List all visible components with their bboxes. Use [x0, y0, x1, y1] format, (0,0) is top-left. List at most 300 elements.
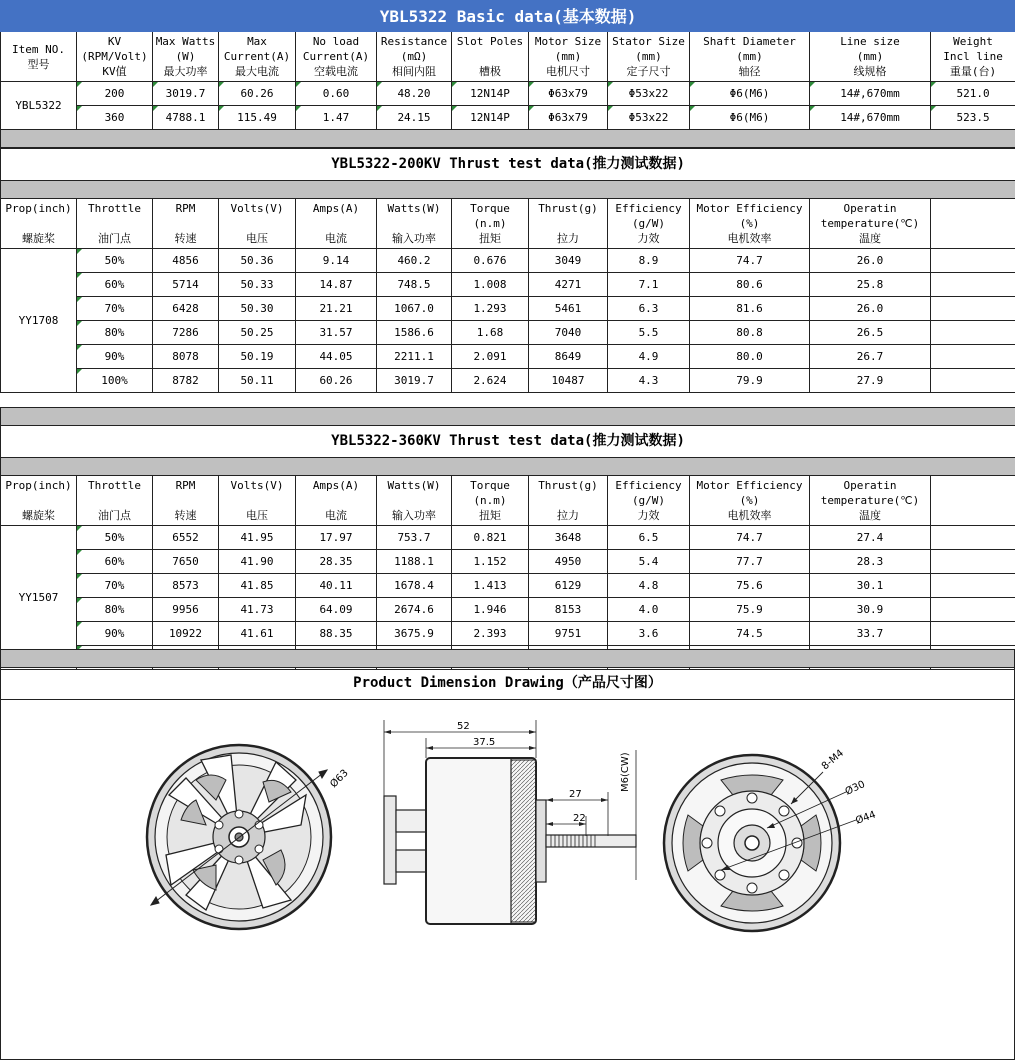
thrust-cell: 21.21 — [296, 297, 377, 321]
thrust-cell: 6552 — [153, 526, 219, 550]
thrust-data-row — [1, 622, 1015, 646]
prop-model: YY1708 — [1, 249, 77, 393]
thrust-cell: 41.61 — [219, 622, 296, 646]
thrust-cell: 50.33 — [219, 273, 296, 297]
column-header — [377, 32, 452, 82]
thrust-cell: 3049 — [529, 249, 608, 273]
column-header-line: Throttle — [88, 202, 141, 215]
thrust-cell: 7.1 — [608, 273, 690, 297]
column-header — [690, 199, 810, 249]
thrust-cell: 3675.9 — [377, 622, 452, 646]
column-header-line: 温度 — [859, 509, 881, 522]
column-header-line: Efficiency — [615, 479, 682, 492]
column-header-line: Torque — [470, 202, 510, 215]
thrust-cell: 2211.1 — [377, 345, 452, 369]
column-header-line: Shaft Diameter — [703, 35, 796, 48]
basic-cell: Φ53x22 — [608, 82, 690, 106]
thrust-cell: 77.7 — [690, 550, 810, 574]
dimension-header — [0, 649, 1015, 700]
column-header-line: RPM — [175, 479, 196, 492]
thrust-cell: 2.624 — [452, 369, 529, 393]
column-header-line: 电机尺寸 — [546, 65, 590, 78]
thrust-cell: 753.7 — [377, 526, 452, 550]
thrust-data-row — [1, 598, 1015, 622]
column-header — [608, 32, 690, 82]
thrust-cell: 1.68 — [452, 321, 529, 345]
column-header-line: (mm) — [554, 50, 582, 63]
thrust-cell: 460.2 — [377, 249, 452, 273]
thrust-cell: 64.09 — [296, 598, 377, 622]
column-header-line: 拉力 — [557, 232, 579, 245]
column-header — [608, 476, 690, 526]
column-header-line: (mm) — [736, 50, 763, 63]
column-header-line — [931, 201, 1015, 216]
dim-length-27: 27 — [569, 789, 582, 800]
column-header-line: Torque — [470, 479, 510, 492]
basic-cell: 1.47 — [296, 106, 377, 130]
column-header-line: 电机效率 — [727, 509, 772, 522]
column-header — [1, 32, 77, 82]
column-header-line: 空载电流 — [314, 65, 358, 78]
thrust-cell: 8782 — [153, 369, 219, 393]
column-header-line: Efficiency — [615, 202, 682, 215]
thrust-cell: 30.9 — [810, 598, 931, 622]
thrust-cell: 28.3 — [810, 550, 931, 574]
column-header — [153, 199, 219, 249]
thrust-cell: 8.9 — [608, 249, 690, 273]
column-header-line: 线规格 — [853, 65, 887, 78]
column-header-line: Volts(V) — [230, 479, 284, 492]
column-header-line: No load — [312, 35, 360, 48]
column-header-line — [219, 216, 295, 231]
basic-cell: Φ53x22 — [608, 106, 690, 130]
thrust-cell: 75.6 — [690, 574, 810, 598]
basic-cell: 48.20 — [377, 82, 452, 106]
column-header-line: (mm) — [635, 50, 662, 63]
thrust-cell: 26.7 — [810, 345, 931, 369]
basic-header-row — [1, 32, 1015, 82]
thrust-cell: 31.57 — [296, 321, 377, 345]
column-header-line: 输入功率 — [392, 509, 436, 522]
dimension-drawing-svg — [1, 700, 1014, 1058]
thrust-cell: 60% — [77, 550, 153, 574]
column-header-line: 力效 — [637, 232, 660, 245]
motor-front-view — [147, 745, 331, 929]
column-header-line: Thrust(g) — [538, 479, 598, 492]
column-header-line: 输入功率 — [392, 232, 436, 245]
column-header — [219, 199, 296, 249]
column-header-line: 最大电流 — [235, 65, 279, 78]
thrust-data-row — [1, 526, 1015, 550]
column-header — [931, 32, 1015, 82]
column-header-line: (n.m) — [473, 494, 507, 507]
thrust-cell: 9.14 — [296, 249, 377, 273]
column-header-line: Watts(W) — [387, 202, 441, 215]
thrust-cell: 1067.0 — [377, 297, 452, 321]
thrust-cell: 41.90 — [219, 550, 296, 574]
basic-row-200kv — [1, 82, 1015, 106]
column-header — [77, 32, 153, 82]
thrust-cell: 4.8 — [608, 574, 690, 598]
column-header-line: Amps(A) — [312, 479, 360, 492]
column-header-line — [1, 216, 76, 231]
item-number: YBL5322 — [1, 82, 77, 130]
column-header-line: Resistance — [380, 35, 448, 48]
thrust-cell: 6428 — [153, 297, 219, 321]
dim-length-22: 22 — [573, 813, 586, 824]
basic-cell: 12N14P — [452, 82, 529, 106]
thrust-cell: 27.9 — [810, 369, 931, 393]
thrust-360kv-header-row — [1, 476, 1015, 526]
thrust-cell: 5714 — [153, 273, 219, 297]
column-header — [77, 199, 153, 249]
thrust-cell: 80.0 — [690, 345, 810, 369]
thrust-cell: 70% — [77, 297, 153, 321]
thrust-cell: 1.293 — [452, 297, 529, 321]
thrust-cell: 50.25 — [219, 321, 296, 345]
column-header-line: Watts(W) — [387, 479, 441, 492]
thrust-cell: 50.30 — [219, 297, 296, 321]
thrust-cell: 1.946 — [452, 598, 529, 622]
empty-cell — [931, 273, 1015, 297]
column-header-line: (%) — [739, 494, 760, 507]
thrust-cell: 79.9 — [690, 369, 810, 393]
basic-cell: 24.15 — [377, 106, 452, 130]
thrust-data-row — [1, 273, 1015, 297]
column-header-line: temperature(℃) — [820, 494, 920, 507]
column-header — [690, 32, 810, 82]
column-header-line: Weight — [953, 35, 993, 48]
thrust-cell: 0.821 — [452, 526, 529, 550]
basic-cell: 14#,670mm — [810, 82, 931, 106]
motor-base-view — [664, 755, 856, 931]
separator-bar — [1, 458, 1015, 476]
separator-bar — [1, 181, 1015, 199]
dim-length-52: 52 — [457, 721, 470, 732]
thrust-data-row — [1, 550, 1015, 574]
thrust-cell: 50.11 — [219, 369, 296, 393]
thrust-cell: 30.1 — [810, 574, 931, 598]
column-header-line — [153, 216, 218, 231]
thrust-cell: 2.091 — [452, 345, 529, 369]
empty-cell — [931, 369, 1015, 393]
column-header-line: 电机效率 — [727, 232, 772, 245]
column-header-line: 力效 — [637, 509, 660, 522]
dim-diameter-63: Ø63 — [328, 767, 351, 791]
column-header — [296, 199, 377, 249]
thrust-cell: 74.5 — [690, 622, 810, 646]
thrust-data-row — [1, 297, 1015, 321]
column-header — [690, 476, 810, 526]
column-header — [931, 476, 1015, 526]
column-header-line: 螺旋桨 — [22, 232, 55, 245]
column-header-line: (n.m) — [473, 217, 507, 230]
thrust-cell: 1.008 — [452, 273, 529, 297]
thrust-cell: 0.676 — [452, 249, 529, 273]
column-header-line: Throttle — [88, 479, 141, 492]
basic-cell: 14#,670mm — [810, 106, 931, 130]
column-header — [219, 32, 296, 82]
column-header-line: 油门点 — [98, 232, 131, 245]
thrust-cell: 41.95 — [219, 526, 296, 550]
basic-data-title: YBL5322 Basic data(基本数据) — [1, 1, 1015, 32]
column-header-line: (mΩ) — [400, 50, 428, 63]
thrust-cell: 10922 — [153, 622, 219, 646]
thrust-cell: 8649 — [529, 345, 608, 369]
column-header-line: KV值 — [102, 65, 127, 78]
dimension-drawing — [0, 700, 1015, 1060]
basic-cell: Φ6(M6) — [690, 106, 810, 130]
column-header-line: Current(A) — [223, 50, 291, 63]
column-header-line — [77, 216, 152, 231]
column-header-line: 电流 — [325, 509, 347, 522]
thrust-cell: 10487 — [529, 369, 608, 393]
dim-length-37-5: 37.5 — [473, 737, 496, 748]
separator-bar — [1, 650, 1015, 668]
thrust-cell: 50.36 — [219, 249, 296, 273]
thrust-cell: 7040 — [529, 321, 608, 345]
thrust-cell: 81.6 — [690, 297, 810, 321]
thrust-cell: 5.4 — [608, 550, 690, 574]
column-header — [529, 476, 608, 526]
column-header-line — [1, 493, 76, 508]
thrust-cell: 5461 — [529, 297, 608, 321]
column-header — [153, 32, 219, 82]
separator-bar — [1, 408, 1015, 426]
thrust-360kv-title: YBL5322-360KV Thrust test data(推力测试数据) — [1, 426, 1015, 458]
column-header-line — [77, 493, 152, 508]
column-header-line: 型号 — [27, 57, 50, 71]
thrust-cell: 33.7 — [810, 622, 931, 646]
thrust-cell: 80.8 — [690, 321, 810, 345]
column-header-line: Operatin — [843, 202, 897, 215]
column-header-line: Max Watts — [155, 35, 216, 48]
thrust-cell: 4271 — [529, 273, 608, 297]
thrust-cell: 75.9 — [690, 598, 810, 622]
thrust-cell: 70% — [77, 574, 153, 598]
column-header — [529, 32, 608, 82]
column-header — [219, 476, 296, 526]
empty-cell — [931, 345, 1015, 369]
column-header — [529, 199, 608, 249]
column-header-line: 轴径 — [738, 65, 761, 78]
column-header-line: Max — [247, 35, 267, 48]
thrust-cell: 44.05 — [296, 345, 377, 369]
separator-bar — [1, 130, 1015, 148]
column-header-line: 温度 — [859, 232, 881, 245]
thrust-cell: 60% — [77, 273, 153, 297]
column-header-line — [452, 49, 528, 64]
column-header — [931, 199, 1015, 249]
column-header — [377, 476, 452, 526]
column-header-line: 电压 — [246, 509, 268, 522]
thrust-cell: 50% — [77, 249, 153, 273]
column-header-line: 电压 — [246, 232, 268, 245]
thrust-cell: 4856 — [153, 249, 219, 273]
column-header-line: Amps(A) — [312, 202, 360, 215]
dimension-drawing-title: Product Dimension Drawing（产品尺寸图） — [1, 668, 1015, 700]
thrust-cell: 14.87 — [296, 273, 377, 297]
thrust-cell: 4.0 — [608, 598, 690, 622]
prop-model: YY1507 — [1, 526, 77, 670]
empty-cell — [931, 598, 1015, 622]
empty-cell — [931, 297, 1015, 321]
column-header-line: (W) — [175, 50, 196, 63]
column-header-line: (RPM/Volt) — [81, 50, 148, 63]
thrust-cell: 3019.7 — [377, 369, 452, 393]
column-header-line: 最大功率 — [163, 65, 208, 78]
column-header-line — [931, 508, 1015, 523]
thrust-cell: 1.152 — [452, 550, 529, 574]
column-header — [452, 199, 529, 249]
thrust-cell: 41.85 — [219, 574, 296, 598]
column-header — [810, 199, 931, 249]
thrust-cell: 90% — [77, 345, 153, 369]
column-header — [153, 476, 219, 526]
column-header-line: 拉力 — [557, 509, 579, 522]
thrust-cell: 6129 — [529, 574, 608, 598]
column-header-line: Stator Size — [612, 35, 685, 48]
basic-cell: 60.26 — [219, 82, 296, 106]
thrust-cell: 100% — [77, 369, 153, 393]
column-header-line: 扭矩 — [479, 509, 501, 522]
thrust-200kv-header-row — [1, 199, 1015, 249]
column-header-line — [296, 493, 376, 508]
thrust-table-360kv — [0, 407, 1015, 670]
thrust-cell: 41.73 — [219, 598, 296, 622]
thrust-cell: 1.413 — [452, 574, 529, 598]
dim-diameter-30: Ø30 — [843, 779, 867, 798]
column-header-line — [377, 493, 451, 508]
basic-cell: 360 — [77, 106, 153, 130]
column-header-line: RPM — [175, 202, 196, 215]
basic-cell: 115.49 — [219, 106, 296, 130]
column-header-line — [529, 216, 607, 231]
column-header-line: 扭矩 — [479, 232, 501, 245]
column-header-line: Motor Size — [534, 35, 602, 48]
thrust-cell: 1188.1 — [377, 550, 452, 574]
thrust-cell: 748.5 — [377, 273, 452, 297]
empty-cell — [931, 550, 1015, 574]
thrust-data-row — [1, 321, 1015, 345]
thrust-cell: 27.4 — [810, 526, 931, 550]
thrust-table-200kv — [0, 148, 1015, 393]
basic-cell: 3019.7 — [153, 82, 219, 106]
column-header-line — [219, 493, 295, 508]
column-header — [608, 199, 690, 249]
empty-cell — [931, 249, 1015, 273]
column-header-line — [377, 216, 451, 231]
thrust-200kv-title: YBL5322-200KV Thrust test data(推力测试数据) — [1, 149, 1015, 181]
thrust-cell: 17.97 — [296, 526, 377, 550]
column-header — [377, 199, 452, 249]
basic-data-table — [0, 0, 1015, 148]
thrust-cell: 2674.6 — [377, 598, 452, 622]
thrust-cell: 28.35 — [296, 550, 377, 574]
thrust-cell: 74.7 — [690, 526, 810, 550]
dim-holes-8-m4: 8-M4 — [819, 747, 847, 773]
column-header — [77, 476, 153, 526]
empty-cell — [931, 622, 1015, 646]
thrust-cell: 74.7 — [690, 249, 810, 273]
thrust-cell: 26.0 — [810, 249, 931, 273]
column-header — [296, 32, 377, 82]
column-header-line — [153, 493, 218, 508]
column-header — [296, 476, 377, 526]
column-header-line: Incl line — [943, 50, 1003, 63]
thrust-cell: 6.3 — [608, 297, 690, 321]
basic-row-360kv — [1, 106, 1015, 130]
column-header-line: 相间内阻 — [392, 65, 436, 78]
thrust-cell: 8153 — [529, 598, 608, 622]
column-header-line — [931, 478, 1015, 493]
thrust-cell: 60.26 — [296, 369, 377, 393]
thrust-cell: 6.5 — [608, 526, 690, 550]
basic-cell: 200 — [77, 82, 153, 106]
column-header-line: 电流 — [325, 232, 347, 245]
thrust-cell: 4.3 — [608, 369, 690, 393]
column-header-line: Line size — [840, 35, 900, 48]
column-header-line: Thrust(g) — [538, 202, 598, 215]
thrust-cell: 80.6 — [690, 273, 810, 297]
column-header-line: Prop(inch) — [5, 479, 72, 492]
column-header — [452, 476, 529, 526]
dim-shaft-m6: M6(CW) — [620, 752, 631, 792]
column-header-line: Prop(inch) — [5, 202, 72, 215]
column-header-line — [931, 493, 1015, 508]
basic-cell: Φ63x79 — [529, 106, 608, 130]
motor-side-view — [384, 720, 636, 924]
thrust-cell: 88.35 — [296, 622, 377, 646]
column-header-line — [296, 216, 376, 231]
basic-cell: Φ63x79 — [529, 82, 608, 106]
column-header — [1, 476, 77, 526]
column-header-line: Volts(V) — [230, 202, 284, 215]
thrust-cell: 26.5 — [810, 321, 931, 345]
column-header-line: temperature(℃) — [820, 217, 920, 230]
column-header — [452, 32, 529, 82]
thrust-cell: 9956 — [153, 598, 219, 622]
thrust-cell: 4.9 — [608, 345, 690, 369]
basic-cell: 521.0 — [931, 82, 1015, 106]
thrust-cell: 9751 — [529, 622, 608, 646]
column-header-line: 槽极 — [479, 65, 501, 78]
thrust-cell: 8573 — [153, 574, 219, 598]
column-header — [810, 476, 931, 526]
column-header-line: (g/W) — [631, 494, 666, 507]
column-header-line — [931, 216, 1015, 231]
thrust-cell: 50% — [77, 526, 153, 550]
column-header-line: Slot Poles — [456, 35, 524, 48]
thrust-cell: 50.19 — [219, 345, 296, 369]
thrust-cell: 26.0 — [810, 297, 931, 321]
thrust-cell: 40.11 — [296, 574, 377, 598]
basic-cell: 4788.1 — [153, 106, 219, 130]
column-header-line: Item NO. — [12, 42, 65, 56]
dim-diameter-44: Ø44 — [854, 809, 878, 827]
column-header-line: Motor Efficiency — [696, 479, 803, 492]
basic-cell: 12N14P — [452, 106, 529, 130]
column-header-line: Motor Efficiency — [696, 202, 803, 215]
empty-cell — [931, 574, 1015, 598]
column-header-line: 转速 — [174, 232, 197, 245]
thrust-cell: 4950 — [529, 550, 608, 574]
column-header-line: 转速 — [174, 509, 197, 522]
thrust-cell: 1586.6 — [377, 321, 452, 345]
column-header-line: 螺旋桨 — [22, 509, 55, 522]
column-header-line — [529, 493, 607, 508]
column-header-line: KV — [107, 35, 122, 48]
